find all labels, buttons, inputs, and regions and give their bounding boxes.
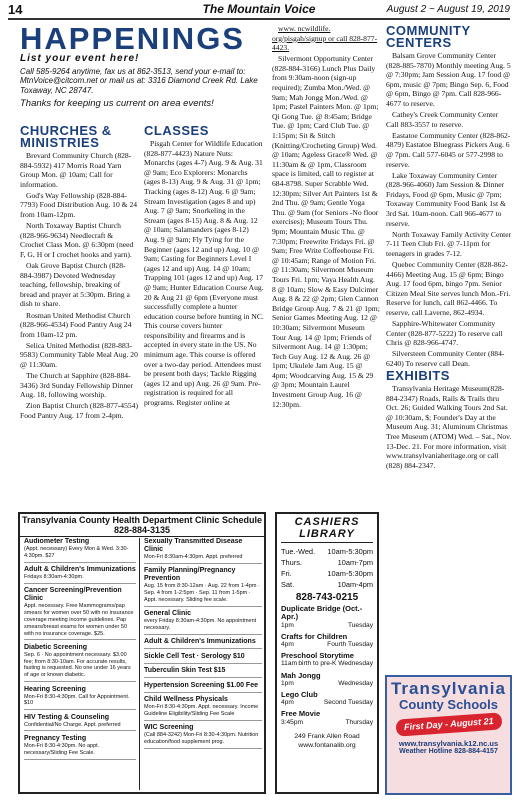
list-item: North Toxaway Family Activity Center 7-11 Teen Club Fri. @ 7-11pm for teenagers in grades 7-12.	[386, 229, 512, 258]
clinic-item-name: Family Planning/Pregnancy Prevention	[144, 567, 236, 583]
clinic-item	[24, 644, 136, 682]
clinic-item	[24, 587, 136, 640]
clinic-item	[144, 696, 262, 721]
clinic-item	[144, 567, 262, 606]
clinic-item-detail: Appt. necessary. Free Mammograms/pap smears for women over 50 with no insurance coverage meeting income guidelines. Pap smears/breast exams for women under 50 with no insurance coverage. $25.	[24, 603, 134, 637]
list-item: Lake Toxaway Community Center (828-966-4060) Jam Session & Dinner Fridays, Food @ 6pm, Music @ 7pm; Toxaway Community Food Bank 1st & 3rd Sat. 10am-noon. Call 966-4677 to reserve.	[386, 170, 506, 228]
clinic-item-name: Tuberculin Skin Test $15	[144, 667, 226, 675]
event-day: birth to pre-K Wednesday	[298, 660, 373, 668]
clinic-item	[24, 538, 136, 563]
clinic-item	[144, 638, 262, 649]
library-title: CASHIERS LIBRARY	[281, 516, 373, 543]
library-website: www.fontanalib.org	[298, 742, 356, 750]
page-number: 14	[8, 2, 23, 17]
library-event-name: Free Movie	[281, 709, 321, 719]
list-item: Zion Baptist Church (828-877-4554) Food Pantry Aug. 17 from 2-4pm.	[20, 401, 138, 420]
clinic-item-name: Audiometer Testing	[24, 538, 90, 545]
clinic-item-detail: Sep. 6 · No appointment necessary. $3.00 fee; from 8:30-10am. For accurate results, fasting is requested. No one under 16 years of age or known diabetic.	[24, 651, 131, 679]
library-event-row	[281, 699, 373, 707]
library-hours-row	[281, 568, 373, 579]
event-time: 4pm	[281, 641, 294, 649]
clinic-item-name: WIC Screening	[144, 724, 194, 732]
clinic-item-detail: Mon-Fri 8:30am-4:30pm. Appt. preferred	[144, 554, 243, 560]
clinic-item-name: Diabetic Screening	[24, 643, 88, 651]
event-time: 4pm	[281, 699, 294, 707]
library-event-row	[281, 719, 373, 727]
schools-ad-line2: County Schools	[399, 697, 498, 712]
hours-time: 10am-5:30pm	[327, 569, 373, 578]
clinic-item-name: Child Wellness Physicals	[144, 696, 228, 704]
clinic-item-detail: (Appt. necessary) Every Mon & Wed. 3:30-4:30pm. $27	[24, 546, 129, 559]
library-event-name: Duplicate Bridge (Oct.-Apr.)	[281, 604, 363, 622]
hours-day: Fri.	[281, 569, 292, 578]
clinic-item	[24, 714, 136, 732]
library-event-row	[281, 641, 373, 649]
clinic-item	[144, 667, 262, 678]
clinic-item-name: General Clinic	[144, 610, 192, 618]
happenings-thanks: Thanks for keeping us current on area events!	[20, 97, 214, 109]
list-item: Sapphire-Whitewater Community Center (828-877-5222) To reserve call Chris @ 828-966-4747.	[386, 319, 503, 348]
clinic-item-name: Adult & Children's Immunizations	[24, 566, 136, 574]
clinic-item-detail: Mon-Fri 8:30-4:30pm. No appt. necessary/Sliding Fee Scale.	[24, 742, 100, 756]
list-item: www. ncwildlife. org/pisgah/signup or call 828-877-4423.	[272, 24, 378, 53]
list-item: God's Way Fellowship (828-884-7793) Food Distribution Aug. 10 & 24 from 10am-12pm.	[20, 190, 138, 220]
clinic-item-name: Pregnancy Testing	[24, 734, 87, 742]
clinic-item-name: Hearing Screening	[24, 685, 86, 693]
clinic-item	[24, 735, 136, 760]
clinic-right-column	[144, 538, 262, 790]
hours-day: Thurs.	[281, 558, 302, 567]
list-item: Cathey's Creek Community Center Call 883-3557 to reserve.	[386, 110, 499, 129]
hours-time: 10am-4pm	[337, 580, 373, 589]
list-item: Pisgah Center for Wildlife Education (828-877-4423) Nature Nuts: Monarchs (ages 4-7) Aug. 9 & Aug. 31 @ 9am; Eco Explorers: Monarchs (ages 8-13) Aug. 9 & Aug. 31 @ 1pm; Tracking (ages 8-12) Aug. 6 @ 9am; Stream Investigation (ages 8 and up) Aug. 7 @ 9am; Snorkeling in the Stream (ages 8-15) Aug. 8 & Aug. 12 @ 10am; Salamanders (ages 8-12) Aug. 9 @ 9am; Fly Tying for the Beginner (ages 12 and up) Aug. 10 @ 9am; Casting for Beginners Level I (ages 12 and up) Aug. 14 @ 10am; Trapping 101 (ages 12 and up) Aug. 17 @ 9am; Hunter Education Course Aug. 20 & Aug 21 @ 6pm (Everyone must successfully complete a hunter education course before hunting in NC. This course covers hunter responsibility and firearms and is accepted in every state in the US. No minimum age. This course is offered over a two-day period. Attendees must be present both days; Tackle Rigging (ages 12 and up) Aug. 26 @ 9am. Pre-registration is required for all programs. Register online at	[144, 139, 264, 408]
list-item: Brevard Community Church (828-884-5932) 417 Morris Road Yarn Group Mon. @ 10am; Call for information.	[20, 151, 132, 189]
hours-time: 10am-5:30pm	[327, 547, 373, 556]
happenings-title: HAPPENINGS	[20, 24, 245, 56]
event-time: 11am	[281, 660, 298, 668]
clinic-item-detail: Aug. 15 from 8:30-12am · Aug. 22 from 1-4pm · Sep. 4 from 1-2:5pm · Sep. 11 from 1-5pm · Appt. necessary. Sliding fee scale.	[144, 583, 260, 603]
churches-heading: CHURCHES & MINISTRIES	[20, 124, 112, 150]
clinic-item-name: Cancer Screening/Prevention Clinic	[24, 587, 122, 603]
hours-day: Tue.-Wed.	[281, 547, 316, 556]
event-day: Wednesday	[338, 679, 373, 687]
clinic-item	[144, 682, 262, 693]
list-item: Rosman United Methodist Church (828-966-4534) Food Pantry Aug 24 from 10am-12 pm.	[20, 310, 132, 339]
classes-column	[144, 124, 264, 508]
happenings-subtitle: List your event here!	[20, 53, 140, 64]
library-event-name: Lego Club	[281, 690, 318, 700]
community-centers-heading: COMMUNITY CENTERS	[386, 24, 471, 50]
event-day: Tuesday	[347, 621, 373, 629]
list-item: North Toxaway Baptist Church (828-966-9634) Needlecraft & Crochet Class Mon. @ 6:30pm (need F, G, H or I crochet hooks and yarn).	[20, 221, 134, 259]
clinic-item-detail: Mon-Fri 8:30-4:30pm. Call for Appointment. $10	[24, 693, 130, 707]
churches-column	[20, 124, 138, 508]
library-event-row	[281, 622, 373, 630]
library-event-row	[281, 660, 373, 668]
event-day: Thursday	[345, 718, 373, 726]
library-hours-row	[281, 579, 373, 590]
event-day: Second Tuesday	[323, 699, 373, 707]
clinic-item-detail: Confidential/No Charge. Appt. preferred	[24, 721, 121, 728]
clinic-item-name: Adult & Children's Immunizations	[144, 638, 256, 646]
list-item: Eastatoe Community Center (828-862-4879) Eastatoe Bluegrass Pickers Aug. 6 @ 7pm. Call 577-6045 or 577-2998 to reserve.	[386, 130, 511, 169]
event-time: 1pm	[281, 621, 294, 629]
list-item: Balsam Grove Community Center (828-885-7870) Monthly meeting Aug. 5 @ 7:30pm; Jam Session Aug. 17 food @ 6pm, music @ 7pm; Bingo Sep. 6, Food @ 6pm, Bingo @ 7pm. Call 828-966-4677 to reserve.	[386, 51, 511, 108]
clinic-item-name: Sickle Cell Test · Serology $10	[144, 652, 245, 660]
list-item: Silversteen Community Center (884-6240) To reserve call Dean.	[386, 349, 505, 368]
weather-hotline: Weather Hotline 828-884-4157	[399, 748, 498, 755]
list-item: Selica United Methodist (828-883-9583) Community Table Meal Aug. 20 @ 11:30am.	[20, 340, 138, 369]
exhibits-heading: EXHIBITS	[386, 368, 450, 383]
page-header	[8, 2, 510, 20]
clinic-item	[144, 653, 262, 664]
middle-column	[272, 24, 380, 508]
clinic-item-name: Hypertension Screening $1.00 Fee	[144, 681, 258, 689]
clinic-item-detail: (Call 884-3242) Mon-Fri 8:30-4:30pm. Nutrition education/food supplement prog.	[144, 732, 259, 746]
schools-ad-line1: Transylvania	[390, 679, 506, 698]
county-schools-ad	[385, 675, 512, 795]
list-item: Oak Grove Baptist Church (828-884-3987) Devoted Wednesday teaching, fellowship, breaking of bread and prayer at 5:30pm. Bring a dish to share.	[20, 261, 130, 309]
library-address: 249 Frank Allen Road	[294, 732, 360, 740]
clinic-item-detail: Fridays 8:30am-4:30pm.	[24, 574, 84, 581]
schools-website: www.transylvania.k12.nc.us	[398, 739, 499, 748]
classes-heading: CLASSES	[144, 124, 209, 138]
issue-date: August 2 ~ August 19, 2019	[386, 4, 510, 15]
library-hours-row	[281, 546, 373, 557]
clinic-item-detail: Mon-Fri 8:30-4:30pm. Appt. necessary. Income Guideline Eligibility/Sliding Fee Scale	[144, 704, 259, 718]
list-item: Silvermont Opportunity Center (828-884-3166) Lunch Plus Daily from 9:30am-noon (sign-up required); Zumba Mon./Wed. @ 9am; Mah Jongg Mon./Wed. @ 1pm; Pastel Painters Mon. @ 1pm; Qi Gong Tue. @ 8:45am; Bridge Tue. @ 1pm; Card Club Tue. @ 1:15pm; Sit & Stitch (Knitting/Crocheting Group) Wed. @ 10am; Ageless Grace® Wed. @ 11:30am & @ 1pm, Classroom space is limited, call to register at 684-8798. Super Scrabble Wed. 12:30pm; Silver Art Painters 1st & 2nd Thu. @ 9am; Gentle Yoga Thu. @ 9am (for Seniors -No floor exercises); Museum Tours Thu. 9pm; Mountain Music Thu. @ 7:30pm; Freewrite Fridays Fri. @ 9am; Free Write Coffeehouse Fri. @ 10:45am; Range of Motion Fri. @ 11:30am; Silvermont Museum Tours Fri. 1pm; Vaya Health Aug. 8 @ 10am; Slow & Easy Dulcimer Aug. 8 & 22 @ 2pm; Glen Cannon Bridge Group Aug. 7 & 21 @ 1pm; Senior Games Meeting Aug. 12 @ 10:30am; Silvermont Museum Tour Aug. 14 @ 1pm; Friends of Silvermont Aug. 14 @ 1:30pm; Tech Guy Aug. 12 & Aug. 26 @ 1pm; Ukulele Jam Aug. 15 @ 4pm; Woodcarving Aug. 15 & 29 @ 3pm; Mountain Laurel Investment Group Aug. 16 @ 12:30pm.	[272, 54, 380, 409]
first-day-badge: First Day - August 21	[395, 712, 502, 736]
library-event-name: Mah Jongg	[281, 670, 321, 680]
library-event-row	[281, 680, 373, 688]
clinic-left-column	[24, 538, 140, 790]
hours-time: 10am-7pm	[337, 558, 373, 567]
list-item: The Church at Sapphire (828-884-3436) 3rd Sunday Fellowship Dinner Aug. 18, following worship.	[20, 371, 134, 400]
library-phone: 828-743-0215	[295, 592, 359, 603]
library-event-name: Crafts for Children	[281, 631, 348, 641]
health-clinic-schedule	[18, 512, 266, 794]
clinic-title: Transylvania County Health Department Clinic Schedule 828-884-3135	[21, 515, 263, 535]
list-item: Quebec Community Center (828-862-4466) Meeting Aug. 15 @ 6pm; Bingo Aug. 17 food 6pm, bingo 7pm. Senior Citizen Meal Site serves lunch Mon.-Fri. Reserve for lunch, call 862-4466. To reserve, call Laverne, 862-4934.	[386, 259, 511, 317]
clinic-item	[24, 566, 136, 584]
cashiers-library-ad	[275, 512, 379, 794]
hours-day: Sat.	[281, 580, 295, 589]
right-column	[386, 24, 512, 672]
clinic-item-name: HIV Testing & Counseling	[24, 713, 110, 721]
list-item: Transylvania Heritage Museum(828-884-2347) Roads, Rails & Trails thru Oct. 26; Guided Walking Tours 2nd Sat. @ 10:30am, $; Founder's Day at the Museum Aug. 31; Aluminum Christmas Tree Museum (ATOM) Wed. – Sat., Nov. 13-Dec. 21. For more information, visit www.transylvaniaheritage.org or call (828) 884-2347.	[386, 384, 512, 470]
library-event-name: Preschool Storytime	[281, 651, 354, 661]
event-time: 3:45pm	[281, 718, 303, 726]
happenings-contact: Call 585-9264 anytime, fax us at 862-3513, send your e-mail to: MtnVoice@citcom.net or mail us at: 3316 Diamond Creek Rd. Lake Toxaway, NC 28747.	[20, 66, 258, 96]
clinic-item	[144, 610, 262, 635]
clinic-item-detail: every Friday 8:30am-4:30pm. No appointment necessary.	[144, 618, 257, 631]
library-hours-row	[281, 557, 373, 568]
clinic-item-name: Sexually Transmitted Disease Clinic	[144, 538, 243, 553]
event-time: 1pm	[281, 679, 294, 687]
event-day: Fourth Tuesday	[327, 641, 373, 649]
clinic-item	[144, 538, 262, 564]
clinic-item	[24, 686, 136, 711]
paper-title: The Mountain Voice	[202, 2, 316, 16]
clinic-item	[144, 724, 262, 749]
